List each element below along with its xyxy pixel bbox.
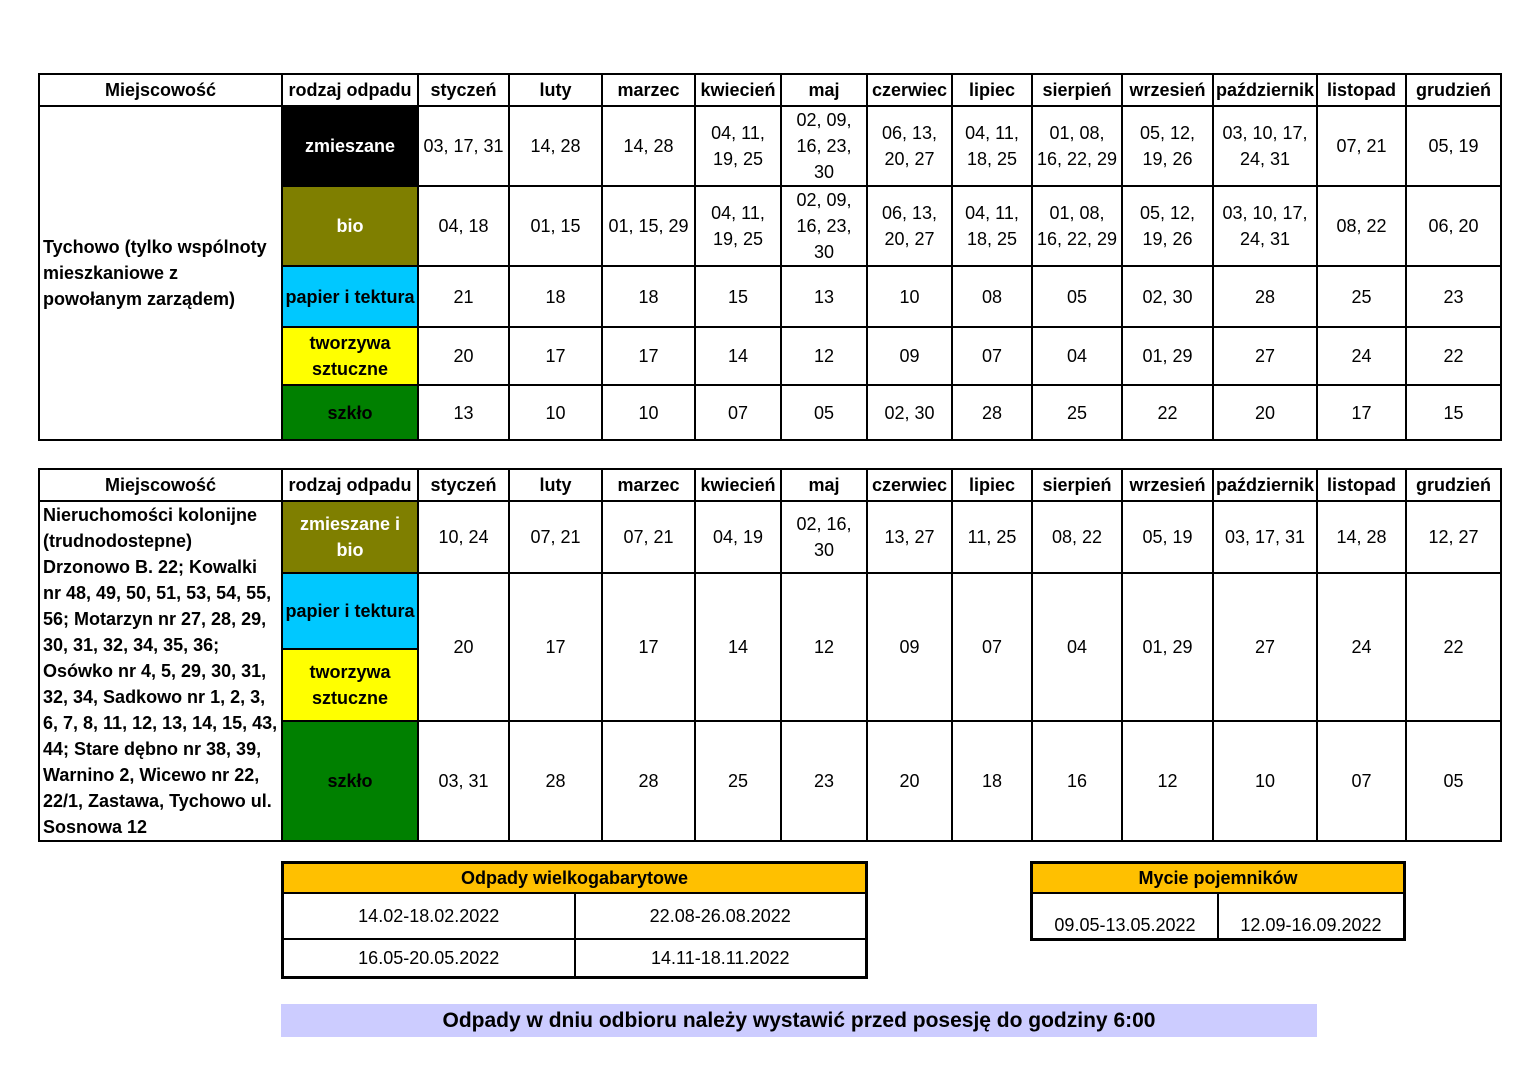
date-cell: 17 <box>1317 385 1406 440</box>
col-header: styczeń <box>418 74 509 106</box>
col-header: kwiecień <box>695 74 781 106</box>
date-cell: 01, 29 <box>1122 573 1213 721</box>
date-cell: 01, 15 <box>509 186 602 266</box>
date-cell: 07 <box>695 385 781 440</box>
col-header: wrzesień <box>1122 469 1213 501</box>
col-header: czerwiec <box>867 469 952 501</box>
date-cell: 28 <box>952 385 1032 440</box>
date-cell: 25 <box>1032 385 1122 440</box>
date-cell: 11, 25 <box>952 501 1032 573</box>
date-cell: 18 <box>602 266 695 327</box>
waste-type-mixed-bio: zmieszane i bio <box>282 501 418 573</box>
container-wash-box <box>1030 861 1406 941</box>
waste-type-paper: papier i tektura <box>282 573 418 649</box>
date-cell: 04, 11, 18, 25 <box>952 106 1032 186</box>
col-header: październik <box>1213 74 1317 106</box>
bulky-date: 22.08-26.08.2022 <box>575 893 867 939</box>
schedule-table-tychowo <box>38 73 1502 441</box>
date-cell: 20 <box>867 721 952 841</box>
date-cell: 04, 11, 19, 25 <box>695 186 781 266</box>
date-cell: 10 <box>509 385 602 440</box>
col-header: kwiecień <box>695 469 781 501</box>
date-cell: 03, 10, 17, 24, 31 <box>1213 186 1317 266</box>
date-cell: 13 <box>418 385 509 440</box>
date-cell: 14 <box>695 327 781 385</box>
date-cell: 14 <box>695 573 781 721</box>
waste-type-glass: szkło <box>282 721 418 841</box>
bulky-waste-box <box>281 861 868 979</box>
bulky-date: 14.02-18.02.2022 <box>283 893 575 939</box>
col-header: maj <box>781 74 867 106</box>
date-cell: 28 <box>1213 266 1317 327</box>
date-cell: 17 <box>509 327 602 385</box>
date-cell: 28 <box>602 721 695 841</box>
date-cell: 05 <box>781 385 867 440</box>
col-header: luty <box>509 469 602 501</box>
col-header: sierpień <box>1032 469 1122 501</box>
bulky-waste-title: Odpady wielkogabarytowe <box>283 863 867 894</box>
col-header: lipiec <box>952 74 1032 106</box>
col-header: grudzień <box>1406 74 1501 106</box>
location-cell: Tychowo (tylko wspólnoty mieszkaniowe z powołanym zarządem) <box>39 106 282 440</box>
date-cell: 07, 21 <box>602 501 695 573</box>
date-cell: 25 <box>1317 266 1406 327</box>
date-cell: 07, 21 <box>509 501 602 573</box>
container-wash-table <box>1030 861 1406 941</box>
col-header: sierpień <box>1032 74 1122 106</box>
date-cell: 01, 29 <box>1122 327 1213 385</box>
date-cell: 05, 19 <box>1406 106 1501 186</box>
date-cell: 01, 08, 16, 22, 29 <box>1032 106 1122 186</box>
schedule-table-colonial <box>38 468 1502 842</box>
date-cell: 12 <box>781 573 867 721</box>
col-header: luty <box>509 74 602 106</box>
header-row <box>39 469 1501 501</box>
date-cell: 08 <box>952 266 1032 327</box>
date-cell: 24 <box>1317 327 1406 385</box>
wash-date: 09.05-13.05.2022 <box>1032 893 1219 939</box>
date-cell: 23 <box>1406 266 1501 327</box>
date-cell: 13 <box>781 266 867 327</box>
col-header: listopad <box>1317 74 1406 106</box>
date-cell: 17 <box>602 573 695 721</box>
date-cell: 07 <box>952 573 1032 721</box>
waste-type-bio: bio <box>282 186 418 266</box>
date-cell: 03, 17, 31 <box>1213 501 1317 573</box>
col-header: marzec <box>602 74 695 106</box>
date-cell: 02, 09, 16, 23, 30 <box>781 186 867 266</box>
col-header: wrzesień <box>1122 74 1213 106</box>
date-cell: 20 <box>1213 385 1317 440</box>
date-cell: 22 <box>1406 573 1501 721</box>
pickup-note: Odpady w dniu odbioru należy wystawić przed posesję do godziny 6:00 <box>281 1004 1317 1037</box>
col-header: rodzaj odpadu <box>282 469 418 501</box>
date-cell: 21 <box>418 266 509 327</box>
date-cell: 24 <box>1317 573 1406 721</box>
wash-date: 12.09-16.09.2022 <box>1218 893 1405 939</box>
date-cell: 05, 19 <box>1122 501 1213 573</box>
waste-type-plastic: tworzywa sztuczne <box>282 327 418 385</box>
date-cell: 02, 09, 16, 23, 30 <box>781 106 867 186</box>
table-row <box>39 501 1501 573</box>
date-cell: 04, 18 <box>418 186 509 266</box>
date-cell: 20 <box>418 573 509 721</box>
date-cell: 06, 13, 20, 27 <box>867 106 952 186</box>
date-cell: 05, 12, 19, 26 <box>1122 106 1213 186</box>
date-cell: 03, 31 <box>418 721 509 841</box>
date-cell: 04 <box>1032 573 1122 721</box>
date-cell: 08, 22 <box>1032 501 1122 573</box>
bulky-waste-table <box>281 861 868 979</box>
waste-type-paper: papier i tektura <box>282 266 418 327</box>
col-header: lipiec <box>952 469 1032 501</box>
date-cell: 12, 27 <box>1406 501 1501 573</box>
location-cell: Nieruchomości kolonijne (trudnodostepne) Drzonowo B. 22; Kowalki nr 48, 49, 50, 51, 53, 54, 55, 56; Motarzyn nr 27, 28, 29, 30, 31, 32, 34, 35, 36; Osówko nr 4, 5, 29, 30, 31, 32, 34, Sadkowo nr 1, 2, 3, 6, 7, 8, 11, 12, 13, 14, 15, 43, 44; Stare dębno nr 38, 39, Warnino 2, Wicewo nr 22, 22/1, Zastawa, Tychowo ul. Sosnowa 12 <box>39 501 282 841</box>
table-row <box>39 106 1501 186</box>
date-cell: 03, 10, 17, 24, 31 <box>1213 106 1317 186</box>
col-header: rodzaj odpadu <box>282 74 418 106</box>
date-cell: 06, 20 <box>1406 186 1501 266</box>
date-cell: 10, 24 <box>418 501 509 573</box>
col-header: marzec <box>602 469 695 501</box>
col-header: grudzień <box>1406 469 1501 501</box>
date-cell: 14, 28 <box>602 106 695 186</box>
col-header: maj <box>781 469 867 501</box>
date-cell: 04 <box>1032 327 1122 385</box>
date-cell: 27 <box>1213 327 1317 385</box>
date-cell: 15 <box>1406 385 1501 440</box>
date-cell: 05 <box>1032 266 1122 327</box>
date-cell: 07, 21 <box>1317 106 1406 186</box>
date-cell: 17 <box>509 573 602 721</box>
date-cell: 02, 30 <box>867 385 952 440</box>
header-row <box>39 74 1501 106</box>
date-cell: 27 <box>1213 573 1317 721</box>
date-cell: 08, 22 <box>1317 186 1406 266</box>
col-header: październik <box>1213 469 1317 501</box>
date-cell: 12 <box>781 327 867 385</box>
col-header: styczeń <box>418 469 509 501</box>
date-cell: 04, 19 <box>695 501 781 573</box>
date-cell: 04, 11, 19, 25 <box>695 106 781 186</box>
date-cell: 22 <box>1122 385 1213 440</box>
date-cell: 07 <box>952 327 1032 385</box>
date-cell: 15 <box>695 266 781 327</box>
waste-type-plastic: tworzywa sztuczne <box>282 649 418 721</box>
date-cell: 10 <box>867 266 952 327</box>
date-cell: 25 <box>695 721 781 841</box>
date-cell: 17 <box>602 327 695 385</box>
date-cell: 18 <box>509 266 602 327</box>
date-cell: 13, 27 <box>867 501 952 573</box>
col-header: Miejscowość <box>39 74 282 106</box>
date-cell: 05, 12, 19, 26 <box>1122 186 1213 266</box>
date-cell: 07 <box>1317 721 1406 841</box>
date-cell: 04, 11, 18, 25 <box>952 186 1032 266</box>
date-cell: 01, 08, 16, 22, 29 <box>1032 186 1122 266</box>
date-cell: 02, 16, 30 <box>781 501 867 573</box>
date-cell: 16 <box>1032 721 1122 841</box>
date-cell: 01, 15, 29 <box>602 186 695 266</box>
date-cell: 09 <box>867 573 952 721</box>
col-header: Miejscowość <box>39 469 282 501</box>
date-cell: 10 <box>602 385 695 440</box>
waste-type-mixed: zmieszane <box>282 106 418 186</box>
date-cell: 23 <box>781 721 867 841</box>
date-cell: 20 <box>418 327 509 385</box>
date-cell: 22 <box>1406 327 1501 385</box>
bulky-date: 14.11-18.11.2022 <box>575 939 867 977</box>
bulky-date: 16.05-20.05.2022 <box>283 939 575 977</box>
container-wash-title: Mycie pojemników <box>1032 863 1405 894</box>
col-header: czerwiec <box>867 74 952 106</box>
date-cell: 05 <box>1406 721 1501 841</box>
date-cell: 03, 17, 31 <box>418 106 509 186</box>
date-cell: 09 <box>867 327 952 385</box>
date-cell: 14, 28 <box>1317 501 1406 573</box>
date-cell: 06, 13, 20, 27 <box>867 186 952 266</box>
col-header: listopad <box>1317 469 1406 501</box>
waste-type-glass: szkło <box>282 385 418 440</box>
date-cell: 28 <box>509 721 602 841</box>
date-cell: 10 <box>1213 721 1317 841</box>
date-cell: 14, 28 <box>509 106 602 186</box>
date-cell: 18 <box>952 721 1032 841</box>
date-cell: 02, 30 <box>1122 266 1213 327</box>
date-cell: 12 <box>1122 721 1213 841</box>
